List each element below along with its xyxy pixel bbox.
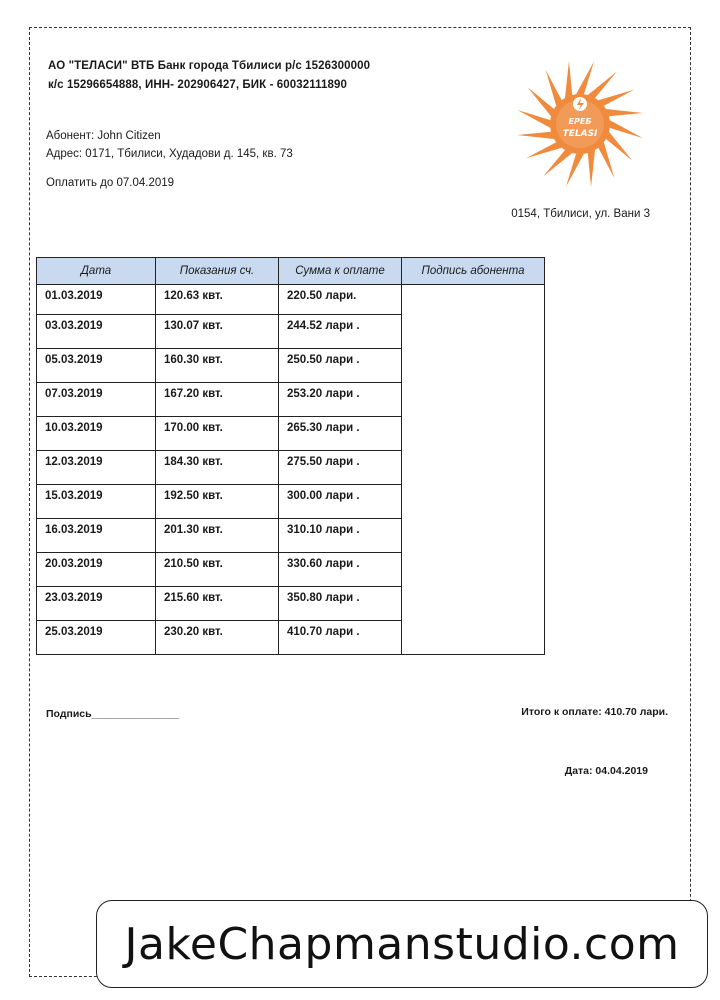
reading-cell: 160.30 квт. — [156, 349, 279, 383]
company-address: 0154, Тбилиси, ул. Вани 3 — [511, 208, 650, 220]
total-due: Итого к оплате: 410.70 лари. — [521, 706, 668, 718]
date-cell: 16.03.2019 — [37, 519, 156, 553]
reading-cell: 167.20 квт. — [156, 383, 279, 417]
reading-cell: 170.00 квт. — [156, 417, 279, 451]
amount-cell: 253.20 лари . — [279, 383, 402, 417]
header-reading: Показания сч. — [156, 258, 279, 285]
date-cell: 15.03.2019 — [37, 485, 156, 519]
reading-cell: 184.30 квт. — [156, 451, 279, 485]
amount-cell: 410.70 лари . — [279, 621, 402, 655]
amount-cell: 275.50 лари . — [279, 451, 402, 485]
date-cell: 23.03.2019 — [37, 587, 156, 621]
logo-text-2: TELASI — [562, 129, 598, 139]
reading-cell: 201.30 квт. — [156, 519, 279, 553]
amount-cell: 250.50 лари . — [279, 349, 402, 383]
sun-logo-icon — [506, 52, 654, 192]
amount-cell: 265.30 лари . — [279, 417, 402, 451]
header-date: Дата — [37, 258, 156, 285]
watermark-banner: JakeChapmanstudio.com — [96, 900, 708, 988]
date-cell: 20.03.2019 — [37, 553, 156, 587]
amount-cell: 244.52 лари . — [279, 315, 402, 349]
date-cell: 10.03.2019 — [37, 417, 156, 451]
subscriber-name: Абонент: John Citizen — [46, 130, 161, 142]
bank-details-line-2: к/с 15296654888, ИНН- 202906427, БИК - 60032111890 — [48, 79, 347, 91]
date-cell: 07.03.2019 — [37, 383, 156, 417]
date-cell: 01.03.2019 — [37, 285, 156, 315]
amount-cell: 350.80 лари . — [279, 587, 402, 621]
reading-cell: 215.60 квт. — [156, 587, 279, 621]
document-date: Дата: 04.04.2019 — [564, 765, 648, 777]
bank-details-line-1: АО "ТЕЛАСИ" ВТБ Банк города Тбилиси р/с 1526300000 — [48, 60, 371, 72]
header-amount: Сумма к оплате — [279, 258, 402, 285]
logo-text-1: ЕРЕБ — [568, 117, 592, 126]
signature-line: Подпись_______________ — [46, 708, 180, 720]
readings-table — [36, 257, 545, 655]
date-cell: 03.03.2019 — [37, 315, 156, 349]
date-cell: 12.03.2019 — [37, 451, 156, 485]
subscriber-address: Адрес: 0171, Тбилиси, Худадови д. 145, кв. 73 — [46, 148, 293, 160]
reading-cell: 230.20 квт. — [156, 621, 279, 655]
amount-cell: 310.10 лари . — [279, 519, 402, 553]
date-cell: 25.03.2019 — [37, 621, 156, 655]
pay-by-date: Оплатить до 07.04.2019 — [46, 177, 175, 189]
table-row — [37, 285, 545, 315]
reading-cell: 210.50 квт. — [156, 553, 279, 587]
amount-cell: 330.60 лари . — [279, 553, 402, 587]
date-cell: 05.03.2019 — [37, 349, 156, 383]
reading-cell: 192.50 квт. — [156, 485, 279, 519]
signature-cell — [402, 285, 545, 655]
reading-cell: 130.07 квт. — [156, 315, 279, 349]
amount-cell: 220.50 лари. — [279, 285, 402, 315]
reading-cell: 120.63 квт. — [156, 285, 279, 315]
header-signature: Подпись абонента — [402, 258, 545, 285]
amount-cell: 300.00 лари . — [279, 485, 402, 519]
